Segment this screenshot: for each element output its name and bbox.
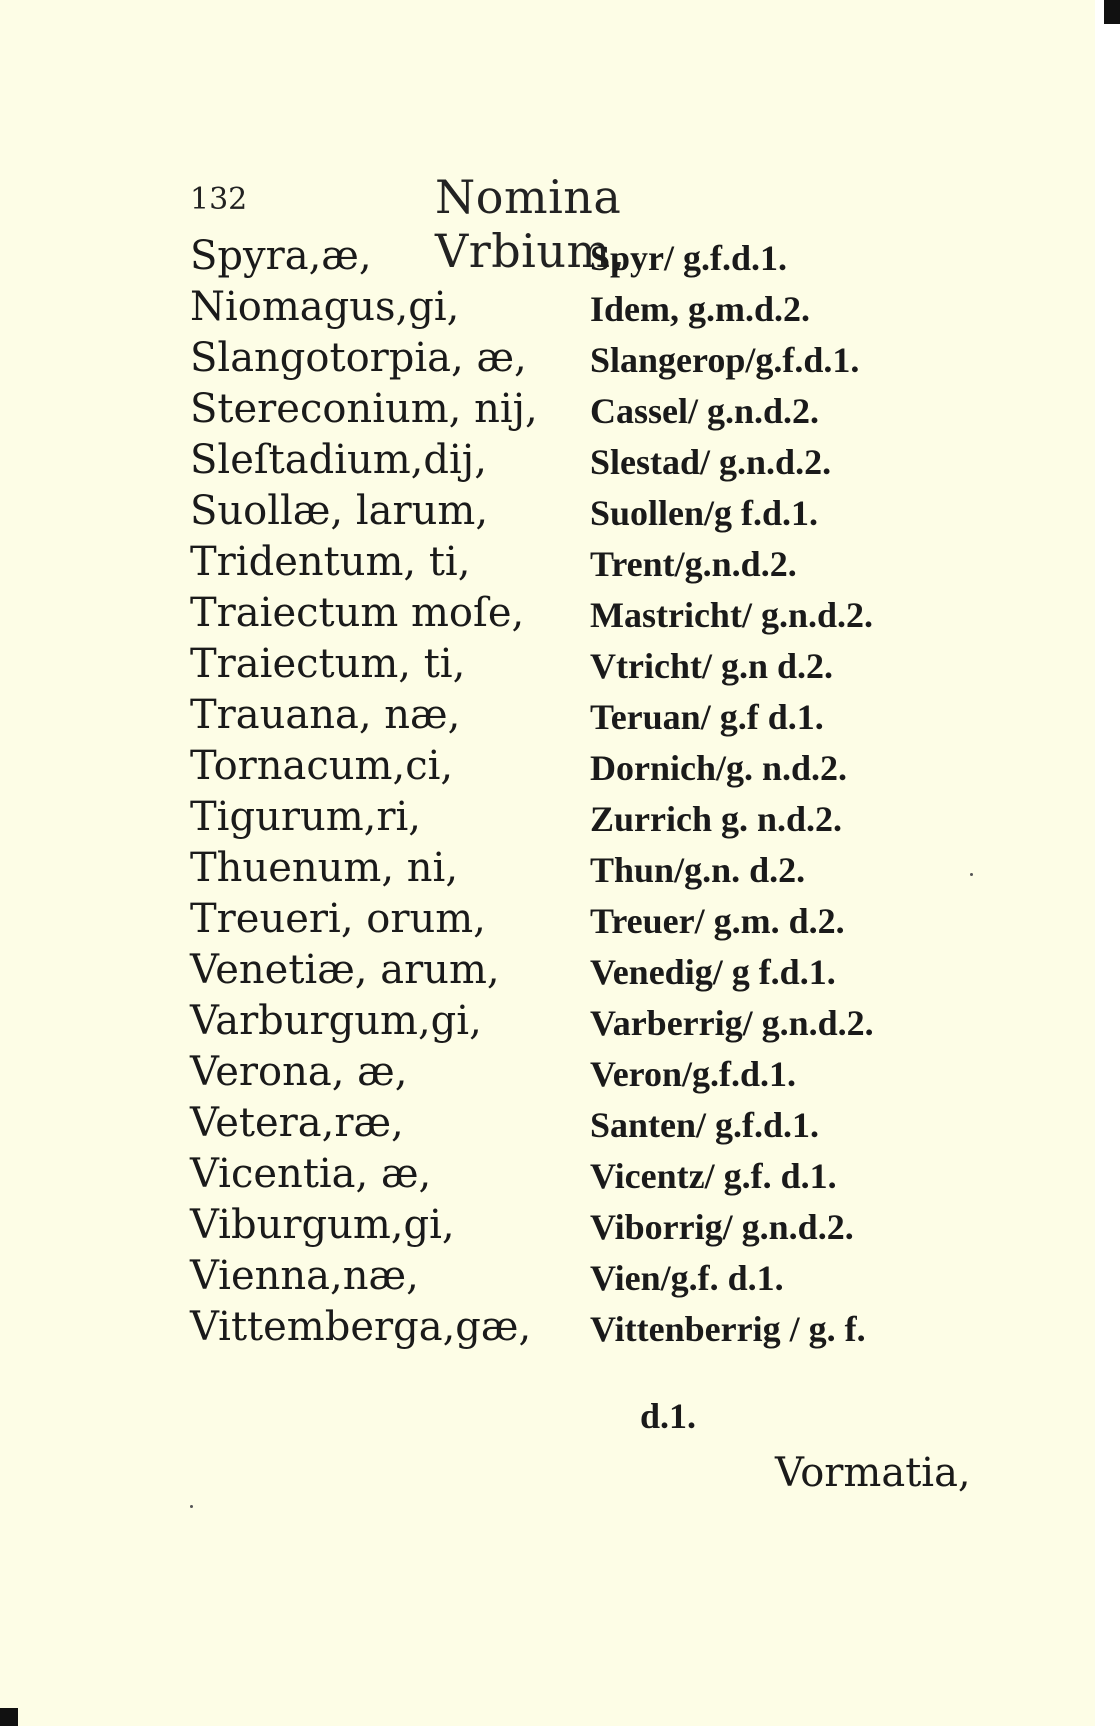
list-item	[190, 641, 990, 692]
list-item	[190, 437, 990, 488]
scan-corner-mark	[0, 1708, 18, 1726]
list-item	[190, 947, 990, 998]
vernacular-name: Trent/g.n.d.2.	[590, 544, 797, 584]
list-item	[190, 743, 990, 794]
list-item	[190, 896, 990, 947]
latin-name: Thuenum, ni,	[190, 845, 459, 891]
latin-name: Slangotorpia, æ,	[190, 335, 527, 381]
latin-name: Vicentia, æ,	[190, 1151, 432, 1197]
latin-name: Suollæ, larum,	[190, 488, 489, 534]
list-item	[190, 1151, 990, 1202]
vernacular-name: Dornich/g. n.d.2.	[590, 748, 848, 788]
vernacular-name: Treuer/ g.m. d.2.	[590, 901, 845, 941]
vernacular-name: Mastricht/ g.n.d.2.	[590, 595, 873, 635]
latin-name: Verona, æ,	[190, 1049, 408, 1095]
latin-name: Stereconium, nij,	[190, 386, 538, 432]
ink-speck	[190, 1505, 193, 1508]
vernacular-name: Vittenberrig / g. f.	[590, 1309, 866, 1349]
list-item	[190, 284, 990, 335]
latin-name: Vittemberga,gæ,	[190, 1304, 532, 1350]
continuation-line: d.1.	[640, 1396, 697, 1436]
vernacular-name: Slestad/ g.n.d.2.	[590, 442, 832, 482]
vernacular-name: Viborrig/ g.n.d.2.	[590, 1207, 854, 1247]
list-item	[190, 1100, 990, 1151]
vernacular-name: Varberrig/ g.n.d.2.	[590, 1003, 874, 1043]
vernacular-name: Vicentz/ g.f. d.1.	[590, 1156, 837, 1196]
list-item	[190, 335, 990, 386]
vernacular-name: Slangerop/g.f.d.1.	[590, 340, 860, 380]
vernacular-name: Zurrich g. n.d.2.	[590, 799, 843, 839]
latin-name: Vetera,ræ,	[190, 1100, 404, 1146]
latin-name: Viburgum,gi,	[190, 1202, 455, 1248]
latin-name: Tridentum, ti,	[190, 539, 471, 585]
latin-name: Tornacum,ci,	[190, 743, 454, 789]
list-item	[190, 1049, 990, 1100]
latin-name: Traiectum moſe,	[190, 590, 525, 636]
catchword: Vormatia,	[775, 1450, 971, 1496]
list-item	[190, 488, 990, 539]
latin-name: Venetiæ, arum,	[190, 947, 500, 993]
list-item	[190, 845, 990, 896]
vernacular-name: Santen/ g.f.d.1.	[590, 1105, 820, 1145]
list-item	[190, 998, 990, 1049]
vernacular-name: Venedig/ g f.d.1.	[590, 952, 836, 992]
latin-name: Tigurum,ri,	[190, 794, 421, 840]
vernacular-name: Idem, g.m.d.2.	[590, 289, 811, 329]
city-name-list	[190, 233, 990, 1355]
list-item	[190, 386, 990, 437]
ink-speck	[970, 873, 973, 876]
latin-name: Treueri, orum,	[190, 896, 486, 942]
page-number: 132	[190, 182, 248, 217]
running-title: Nomina Vrbium,	[435, 170, 626, 278]
vernacular-name: Vien/g.f. d.1.	[590, 1258, 784, 1298]
vernacular-name: Suollen/g f.d.1.	[590, 493, 819, 533]
latin-name: Trauana, næ,	[190, 692, 461, 738]
list-item	[190, 233, 990, 284]
vernacular-name: Vtricht/ g.n d.2.	[590, 646, 833, 686]
list-item	[190, 794, 990, 845]
list-item	[190, 1253, 990, 1304]
vernacular-name: Cassel/ g.n.d.2.	[590, 391, 820, 431]
list-item	[190, 1202, 990, 1253]
latin-name: Sleſtadium,dij,	[190, 437, 487, 483]
scan-edge-mark	[1104, 0, 1120, 24]
latin-name: Traiectum, ti,	[190, 641, 466, 687]
latin-name: Vienna,næ,	[190, 1253, 419, 1299]
latin-name: Varburgum,gi,	[190, 998, 482, 1044]
vernacular-name: Spyr/ g.f.d.1.	[590, 238, 788, 278]
vernacular-name: Teruan/ g.f d.1.	[590, 697, 824, 737]
vernacular-name: Veron/g.f.d.1.	[590, 1054, 797, 1094]
list-item	[190, 539, 990, 590]
list-item	[190, 590, 990, 641]
latin-name: Niomagus,gi,	[190, 284, 460, 330]
list-item	[190, 1304, 990, 1355]
latin-name: Spyra,æ,	[190, 233, 372, 279]
list-item	[190, 692, 990, 743]
vernacular-name: Thun/g.n. d.2.	[590, 850, 806, 890]
